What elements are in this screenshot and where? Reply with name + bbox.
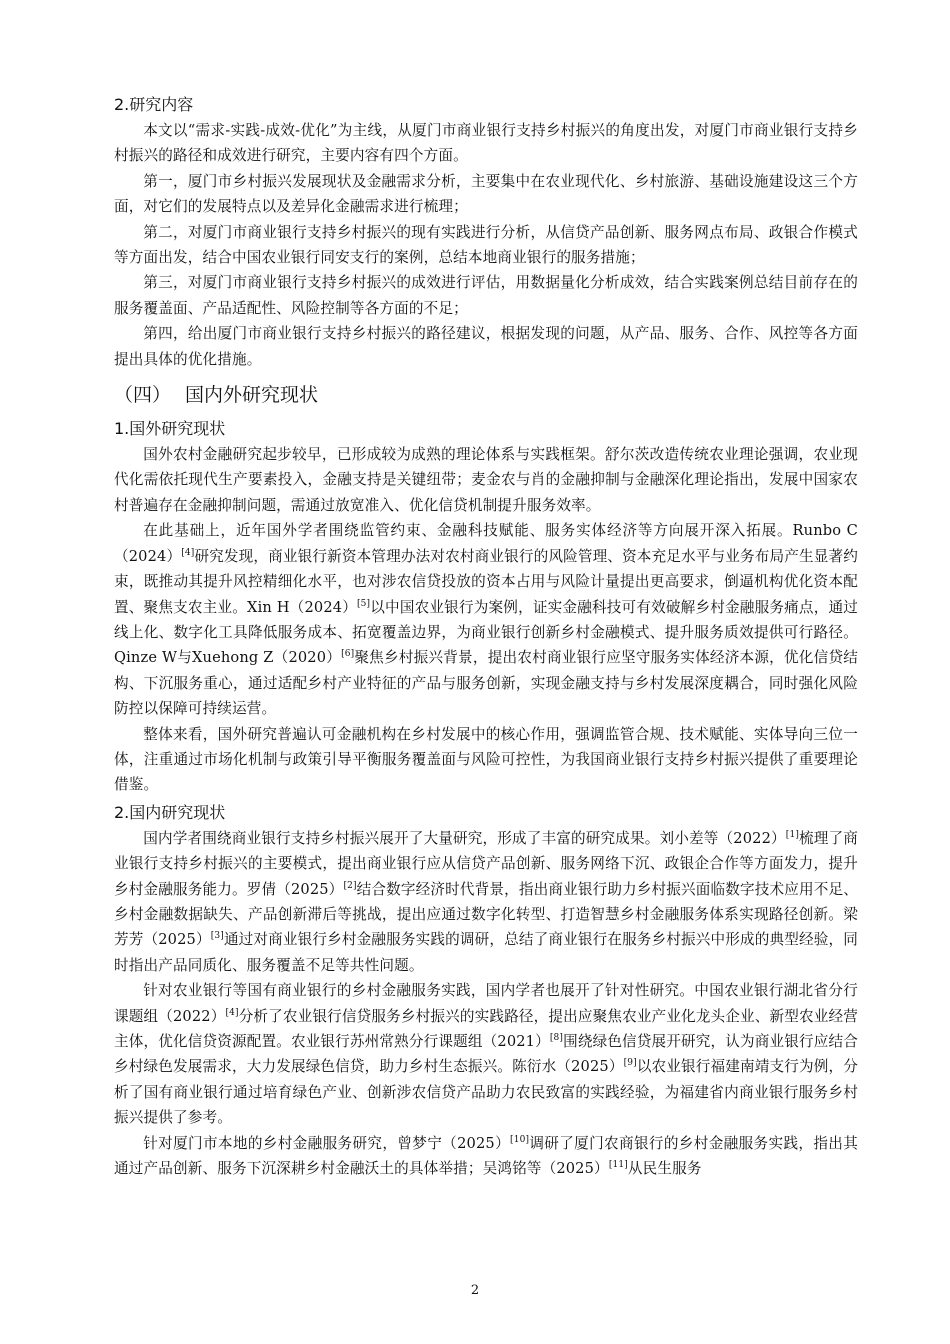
paragraph: 整体来看，国外研究普遍认可金融机构在乡村发展中的核心作用，强调监管合规、技术赋能、实体导向三位一体，注重通过市场化机制与政策引导平衡服务覆盖面与风险可控性，为我国商业银行支持乡村振兴提供了重要理论借鉴。 xyxy=(114,725,858,794)
page-number: 2 xyxy=(470,1283,480,1298)
paragraph: 在此基础上，近年国外学者围绕监管约束、金融科技赋能、服务实体经济等方向展开深入拓展。Runbo C（2024）[4]研究发现，商业银行新资本管理办法对农村商业银行的风险管理、资本充足水平与业务布局产生显著约束，既推动其提升风控精细化水平，也对涉农信贷投放的资本占用与风险计量提出更高要求，倒逼机构优化资本配置、聚焦支农主业。Xin H（2024）[5]以中国农业银行为案例，证实金融科技可有效破解乡村金融服务痛点，通过线上化、数字化工具降低服务成本、拓宽覆盖边界，为商业银行创新乡村金融模式、提升服务质效提供可行路径。Qinze W与Xuehong Z（2020）[6]聚焦乡村振兴背景，提出农村商业银行应坚守服务实体经济本源，优化信贷结构、下沉服务重心，通过适配乡村产业特征的产品与服务创新，实现金融支持与乡村发展深度耦合，同时强化风险防控以保障可持续运营。 xyxy=(114,522,859,718)
subsection-heading-domestic: 2.国内研究现状 xyxy=(114,802,226,822)
citation-ref: [2] xyxy=(343,880,357,891)
citation-ref: [4] xyxy=(225,1007,239,1018)
paragraph: 第一，厦门市乡村振兴发展现状及金融需求分析，主要集中在农业现代化、乡村旅游、基础设施建设这三个方面，对它们的发展特点以及差异化金融需求进行梳理； xyxy=(114,172,858,216)
paragraph: 第二，对厦门市商业银行支持乡村振兴的现有实践进行分析，从信贷产品创新、服务网点布局、政银合作模式等方面出发，结合中国农业银行同安支行的案例，总结本地商业银行的服务措施； xyxy=(114,223,858,267)
citation-ref: [3] xyxy=(210,931,224,942)
citation-ref: [6] xyxy=(341,649,355,660)
section-number: （四） xyxy=(114,384,172,407)
citation-ref: [11] xyxy=(608,1160,628,1171)
section-heading-literature-review xyxy=(114,378,858,412)
paragraph: 第四，给出厦门市商业银行支持乡村振兴的路径建议，根据发现的问题，从产品、服务、合作、风控等各方面提出具体的优化措施。 xyxy=(114,325,858,368)
paragraph: 国外农村金融研究起步较早，已形成较为成熟的理论体系与实践框架。舒尔茨改造传统农业理论强调，农业现代化需依托现代生产要素投入，金融支持是关键纽带；麦金农与肖的金融抑制与金融深化理论指出，发展中国家农村普遍存在金融抑制问题，需通过放宽准入、优化信贷机制提升服务效率。 xyxy=(114,446,858,514)
paragraph: 本文以“需求-实践-成效-优化”为主线，从厦门市商业银行支持乡村振兴的角度出发，对厦门市商业银行支持乡村振兴的路径和成效进行研究，主要内容有四个方面。 xyxy=(114,122,858,165)
citation-ref: [9] xyxy=(623,1058,637,1069)
citation-ref: [1] xyxy=(785,829,799,840)
citation-ref: [10] xyxy=(510,1134,530,1145)
citation-ref: [8] xyxy=(549,1033,564,1044)
section-heading-research-content: 2.研究内容 xyxy=(114,95,194,114)
paragraph: 针对农业银行等国有商业银行的乡村金融服务实践，国内学者也展开了针对性研究。中国农业银行湖北省分行课题组（2022）[4]分析了农业银行信贷服务乡村振兴的实践路径，提出应聚焦农业产业化龙头企业、新型农业经营主体，优化信贷资源配置。农业银行苏州常熟分行课题组（2021）[8]围绕绿色信贷展开研究，认为商业银行应结合乡村绿色发展需求，大力发展绿色信贷，助力乡村生态振兴。陈衍水（2025）[9]以农业银行福建南靖支行为例，分析了国有商业银行通过培育绿色产业、创新涉农信贷产品助力农民致富的实践经验，为福建省内商业银行服务乡村振兴提供了参考。 xyxy=(114,982,858,1127)
paragraph: 国内学者围绕商业银行支持乡村振兴展开了大量研究，形成了丰富的研究成果。刘小差等（2022）[1]梳理了商业银行支持乡村振兴的主要模式，提出商业银行应从信贷产品创新、服务网络下沉、政银企合作等方面发力，提升乡村金融服务能力。罗倩（2025）[2]结合数字经济时代背景，指出商业银行助力乡村振兴面临数字技术应用不足、乡村金融数据缺失、产品创新滞后等挑战，提出应通过数字化转型、打造智慧乡村金融服务体系实现路径创新。梁芳芳（2025）[3]通过对商业银行乡村金融服务实践的调研，总结了商业银行在服务乡村振兴中形成的典型经验，同时指出产品同质化、服务覆盖不足等共性问题。 xyxy=(114,829,858,974)
citation-ref: [4] xyxy=(181,547,195,558)
paragraph: 第三，对厦门市商业银行支持乡村振兴的成效进行评估，用数据量化分析成效，结合实践案例总结目前存在的服务覆盖面、产品适配性、风险控制等各方面的不足； xyxy=(114,274,858,317)
subsection-heading-foreign: 1.国外研究现状 xyxy=(114,419,226,439)
paragraph: 针对厦门市本地的乡村金融服务研究，曾梦宁（2025）[10]调研了厦门农商银行的乡村金融服务实践，指出其通过产品创新、服务下沉深耕乡村金融沃土的具体举措；吴鸿铭等（2025）[11]从民生服务 xyxy=(114,1134,858,1178)
citation-ref: [5] xyxy=(357,598,371,609)
section-title: 国内外研究现状 xyxy=(185,384,319,407)
